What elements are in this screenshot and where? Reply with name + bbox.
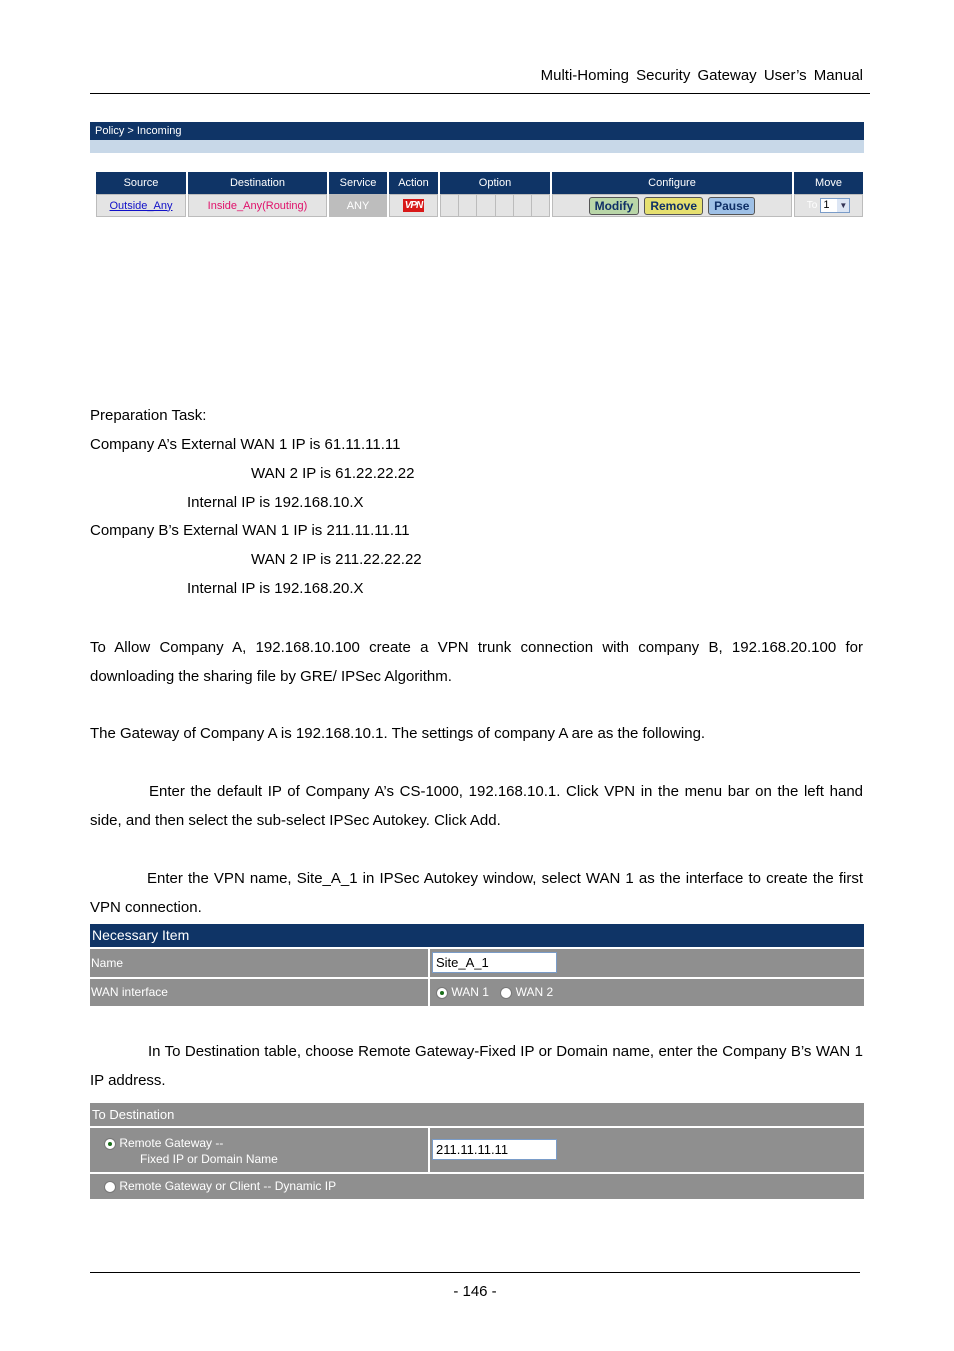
wan-interface-label: WAN interface [90, 979, 428, 1006]
option-cell [496, 195, 514, 216]
paragraph: The Gateway of Company A is 192.168.10.1. The settings of company A are as the following. [90, 725, 706, 742]
name-cell [430, 949, 864, 977]
col-destination: Destination [188, 172, 327, 194]
paragraph: Enter the default IP of Company A’s CS-1000, 192.168.10.1. Click VPN in the menu bar on the left hand side, and then select the sub-select IPSec Autokey. Click Add. [90, 783, 863, 829]
wan1-radio[interactable] [436, 987, 448, 999]
row-option [440, 194, 550, 217]
move-select[interactable] [820, 198, 850, 213]
row-destination [188, 194, 327, 217]
paragraph: In To Destination table, choose Remote Gateway-Fixed IP or Domain name, enter the Company B’s WAN 1 IP address. [90, 1043, 863, 1089]
col-option: Option [440, 172, 550, 194]
fixed-ip-line2: Fixed IP or Domain Name [140, 1152, 278, 1166]
col-configure: Configure [552, 172, 792, 194]
remote-gateway-ip-input[interactable]: 211.11.11.11 [432, 1139, 557, 1160]
option-cell [514, 195, 532, 216]
destination-value: Inside_Any(Routing) [207, 199, 308, 212]
dynamic-ip-row [90, 1174, 864, 1199]
fixed-ip-cell [430, 1128, 864, 1172]
row-action [389, 194, 438, 217]
col-service: Service [329, 172, 387, 194]
row-source[interactable] [96, 194, 186, 217]
name-row [90, 949, 864, 977]
fixed-ip-row [90, 1128, 864, 1172]
prep-line: Company B’s External WAN 1 IP is 211.11.11.11 [90, 522, 410, 539]
col-move: Move [794, 172, 863, 194]
fixed-ip-line1: Remote Gateway -- [119, 1136, 224, 1150]
page-number: - 146 - [453, 1283, 497, 1300]
paragraph: Enter the VPN name, Site_A_1 in IPSec Autokey window, select WAN 1 as the interface to create the first VPN connection. [90, 870, 863, 916]
chevron-down-icon[interactable]: ▼ [837, 199, 849, 212]
policy-table-header [96, 172, 863, 194]
vpn-icon: VPN [404, 200, 423, 211]
row-configure [552, 194, 792, 217]
manual-header-title: Multi-Homing Security Gateway User’s Manual [540, 67, 863, 84]
option-cell [459, 195, 477, 216]
footer-divider [90, 1272, 860, 1273]
table-row [96, 194, 863, 217]
prep-line: Internal IP is 192.168.20.X [187, 580, 364, 597]
source-link[interactable]: Outside_Any [109, 199, 173, 212]
fixed-ip-radio[interactable] [104, 1138, 116, 1150]
wan-row [90, 979, 864, 1006]
to-destination-form [90, 1103, 864, 1199]
header-divider [90, 93, 870, 94]
pause-button[interactable]: Pause [708, 197, 755, 215]
wan1-label: WAN 1 [451, 985, 489, 999]
prep-line: Internal IP is 192.168.10.X [187, 494, 364, 511]
row-service [329, 194, 387, 217]
necessary-item-heading: Necessary Item [90, 924, 864, 947]
name-input[interactable]: Site_A_1 [432, 952, 557, 973]
move-select-value: 1 [823, 199, 830, 211]
remove-button[interactable]: Remove [644, 197, 703, 215]
move-to-label: To [806, 200, 818, 211]
wan-cell [430, 979, 864, 1006]
option-cell [441, 195, 459, 216]
name-label: Name [90, 949, 428, 977]
option-cells [441, 195, 549, 216]
dynamic-ip-radio[interactable] [104, 1181, 116, 1193]
dynamic-ip-label: Remote Gateway or Client -- Dynamic IP [119, 1179, 337, 1193]
prep-line: WAN 2 IP is 211.22.22.22 [251, 551, 422, 568]
wan2-label: WAN 2 [515, 985, 554, 999]
fixed-ip-label-cell [90, 1128, 428, 1172]
necessary-item-form [90, 924, 864, 1006]
option-cell [532, 195, 549, 216]
row-move [794, 194, 863, 217]
paragraph: To Allow Company A, 192.168.10.100 create a VPN trunk connection with company B, 192.168.20.100 for downloading the sharing file by GRE/ IPSec Algorithm. [90, 639, 863, 685]
dynamic-ip-cell [90, 1174, 864, 1199]
prep-line: WAN 2 IP is 61.22.22.22 [251, 465, 415, 482]
prep-title: Preparation Task: [90, 407, 207, 424]
col-source: Source [96, 172, 186, 194]
policy-subbar [90, 140, 864, 153]
service-value: ANY [346, 199, 370, 212]
col-action: Action [389, 172, 438, 194]
to-destination-heading: To Destination [90, 1103, 864, 1126]
policy-breadcrumb: Policy > Incoming [90, 122, 864, 140]
option-cell [477, 195, 495, 216]
policy-table [94, 172, 865, 217]
modify-button[interactable]: Modify [589, 197, 640, 215]
prep-line: Company A’s External WAN 1 IP is 61.11.11.11 [90, 436, 401, 453]
wan2-radio[interactable] [500, 987, 512, 999]
